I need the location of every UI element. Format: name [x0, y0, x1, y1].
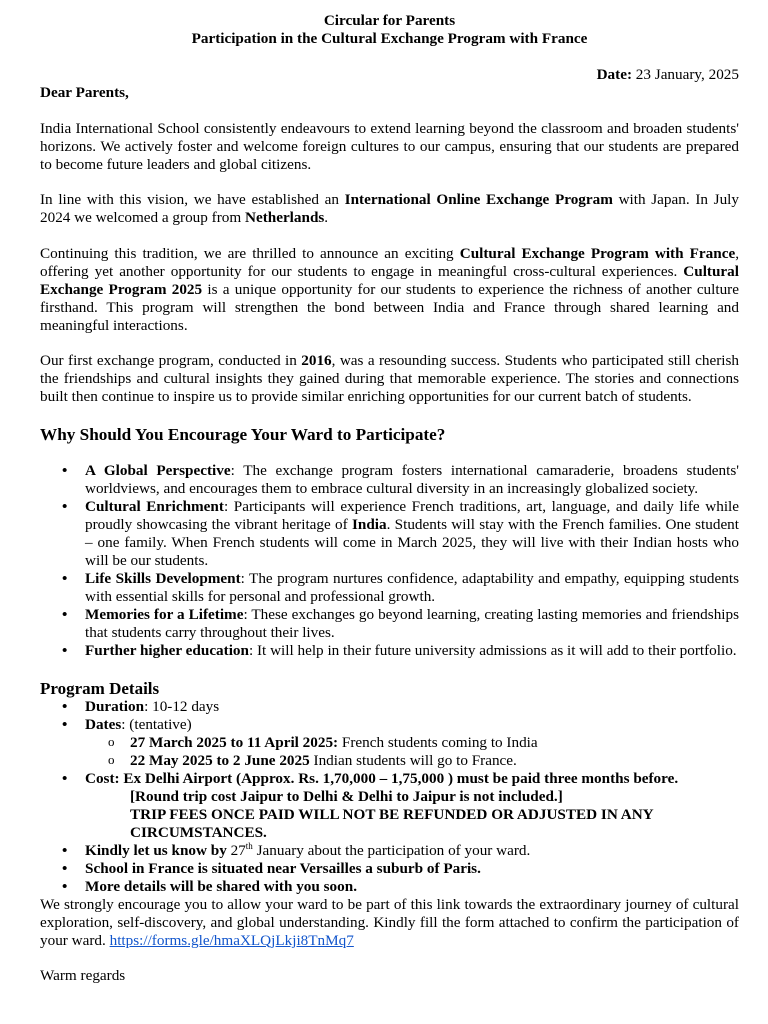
first-program-text: Our first exchange program, conducted in	[40, 352, 302, 369]
first-program-paragraph	[40, 352, 739, 406]
reason-title: A Global Perspective	[85, 462, 231, 479]
reason-text: : The exchange program fosters international camaraderie, broadens students' worldviews, and encourages them to embrace cultural diversity in an increasingly globalized society.	[85, 462, 740, 497]
salutation-text: Dear Parents,	[40, 84, 129, 101]
reason-text: : The program nurtures confidence, adaptability and empathy, equipping students with essential skills for personal and professional growth.	[85, 570, 739, 605]
why-heading: Why Should You Encourage Your Ward to Participate?	[40, 425, 446, 444]
reason-title: Cultural Enrichment	[85, 498, 224, 515]
reason-title: Life Skills Development	[85, 570, 241, 587]
vision-text: .	[324, 209, 329, 226]
duration-label: Duration	[85, 698, 145, 715]
cost-note: [Round trip cost Jaipur to Delhi & Delhi to Jaipur is not included.]	[130, 788, 563, 805]
list-item	[40, 716, 739, 770]
circular-date	[40, 66, 739, 84]
reason-highlight: India	[351, 516, 387, 533]
reason-text: . Students will stay with the French families. One student – one family. When French students will come in March 2025, they will live with their Indian hosts who will be our students.	[85, 516, 739, 569]
refund-policy: TRIP FEES ONCE PAID WILL NOT BE REFUNDED OR ADJUSTED IN ANY CIRCUMSTANCES.	[130, 806, 654, 841]
deadline-label: Kindly let us know by	[85, 842, 227, 859]
list-item	[40, 462, 739, 498]
closing-paragraph	[40, 896, 739, 950]
dates-label: Dates	[85, 716, 122, 733]
tradition-text: Continuing this tradition, we are thrilled to announce an exciting	[40, 245, 460, 262]
reason-text: : These exchanges go beyond learning, creating lasting memories and friendships that students carry throughout their lives.	[85, 606, 740, 641]
date-range: 27 March 2025 to 11 April 2025:	[130, 734, 339, 751]
date-value: 23 January, 2025	[635, 66, 739, 83]
reason-title: Memories for a Lifetime	[85, 606, 244, 623]
vision-country: Netherlands	[244, 209, 325, 226]
tradition-text: is a unique opportunity for our students to experience the richness of another culture firsthand. This program will strengthen the bond between India and France through shared learning and meaningful interactions.	[40, 281, 739, 334]
circular-title: Circular for Parents	[323, 12, 456, 29]
first-program-text: , was a resounding success. Students who participated still cherish the friendships and cultural insights they gained during that memorable experience. The stories and connections built then continue to inspire us to provide similar enriching opportunities for our current batch of students.	[40, 352, 739, 405]
cost-line: Cost: Ex Delhi Airport (Approx. Rs. 1,70,000 – 1,75,000 ) must be paid three months before.	[85, 770, 679, 787]
list-item	[40, 606, 739, 642]
reason-title: Further higher education	[85, 642, 249, 659]
program-details-list	[40, 698, 739, 896]
reason-text: : It will help in their future university admissions as it will add to their portfolio.	[248, 642, 737, 659]
vision-text: with Japan. In July 2024 we welcomed a group from	[40, 191, 739, 226]
deadline-day: 27	[226, 842, 246, 859]
date-description: French students coming to India	[338, 734, 538, 751]
first-program-year: 2016	[301, 352, 332, 369]
vision-program-name: International Online Exchange Program	[344, 191, 613, 208]
dates-sublist	[85, 734, 739, 770]
reasons-list	[40, 462, 739, 660]
tradition-program-year: Cultural Exchange Program 2025	[40, 263, 739, 298]
deadline-suffix: th	[245, 840, 253, 851]
closing-text: We strongly encourage you to allow your ward to be part of this link towards the extraordinary journey of cultural exploration, self-discovery, and global understanding. Kindly fill the form attached to confirm the participation of your ward.	[40, 896, 739, 949]
more-details: More details will be shared with you soon.	[85, 878, 357, 895]
tradition-paragraph	[40, 245, 739, 335]
dates-value: : (tentative)	[121, 716, 192, 733]
school-location: School in France is situated near Versailles a suburb of Paris.	[85, 860, 481, 877]
list-item	[40, 698, 739, 716]
list-item	[40, 878, 739, 896]
circular-header	[40, 12, 739, 48]
date-range: 22 May 2025 to 2 June 2025	[130, 752, 310, 769]
list-item	[40, 498, 739, 570]
vision-text: In line with this vision, we have established an	[40, 191, 345, 208]
signoff: Warm regards	[40, 967, 126, 984]
list-item	[40, 770, 739, 842]
tradition-text: , offering yet another opportunity for our students to engage in meaningful cross-cultural experiences.	[40, 245, 739, 280]
date-label: Date:	[596, 66, 632, 83]
date-description: Indian students will go to France.	[309, 752, 517, 769]
form-link[interactable]: https://forms.gle/hmaXLQjLkji8TnMq7	[109, 932, 354, 949]
deadline-text: January about the participation of your ward.	[252, 842, 531, 859]
salutation	[40, 84, 739, 102]
vision-paragraph	[40, 191, 739, 227]
duration-value: : 10-12 days	[144, 698, 220, 715]
reason-text: : Participants will experience French traditions, art, language, and daily life while proudly showcasing the vibrant heritage of	[85, 498, 739, 533]
list-item	[40, 860, 739, 878]
list-item	[40, 570, 739, 606]
list-item	[40, 842, 739, 860]
list-item	[85, 752, 739, 770]
circular-subtitle: Participation in the Cultural Exchange Program with France	[191, 30, 588, 47]
list-item	[40, 642, 739, 660]
intro-paragraph: India International School consistently endeavours to extend learning beyond the classroom and broaden students' horizons. We actively foster and welcome foreign cultures to our campus, ensuring that our students are prepared to become future leaders and global citizens.	[40, 120, 739, 173]
list-item	[85, 734, 739, 752]
tradition-program-name: Cultural Exchange Program with France	[459, 245, 736, 262]
program-details-heading: Program Details	[40, 679, 160, 698]
